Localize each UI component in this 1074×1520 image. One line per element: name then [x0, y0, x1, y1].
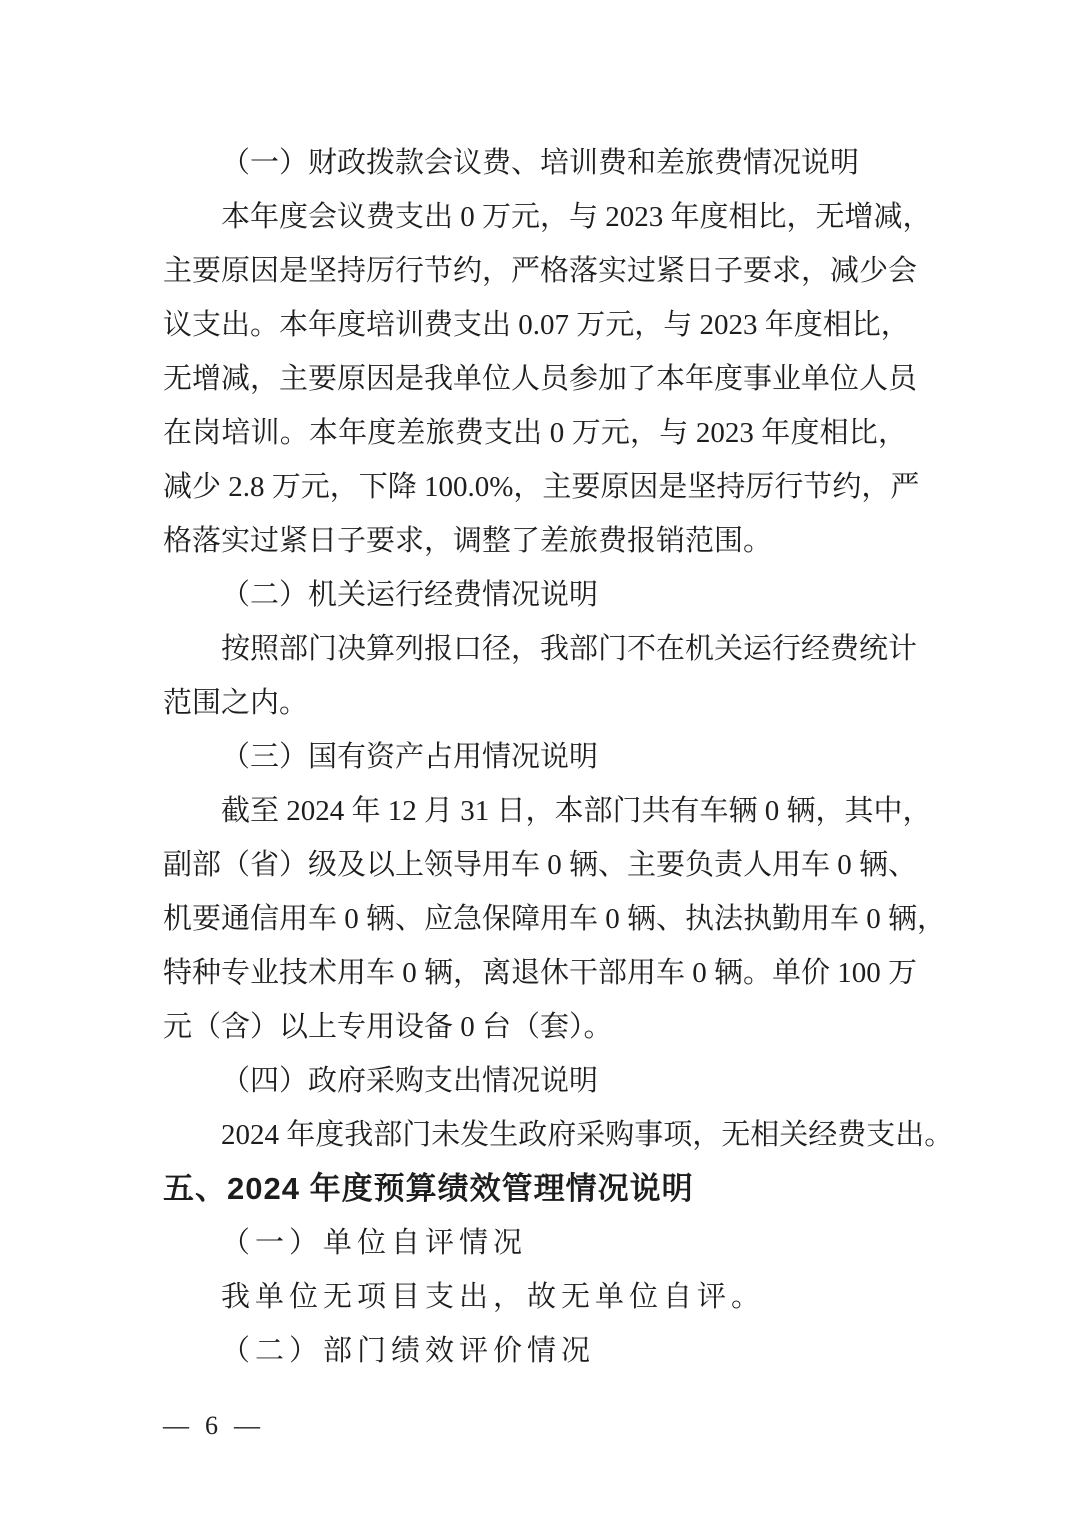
body-line: 主要原因是坚持厉行节约，严格落实过紧日子要求，减少会 [163, 255, 918, 287]
body-line: 我单位无项目支出，故无单位自评。 [221, 1281, 766, 1313]
body-line: 格落实过紧日子要求，调整了差旅费报销范围。 [163, 525, 773, 557]
body-line: 议支出。本年度培训费支出 0.07 万元，与 2023 年度相比， [163, 309, 910, 341]
section-heading: （二）机关运行经费情况说明 [221, 579, 599, 611]
page-number: 6 [205, 1411, 218, 1440]
body-line: 在岗培训。本年度差旅费支出 0 万元，与 2023 年度相比， [163, 417, 907, 449]
body-line: 范围之内。 [163, 687, 309, 719]
body-line: 本年度会议费支出 0 万元，与 2023 年度相比，无增减， [221, 201, 932, 233]
body-line: 元（含）以上专用设备 0 台（套）。 [163, 1011, 613, 1043]
footer-right-dash: — [234, 1411, 260, 1440]
footer-left-dash: — [163, 1411, 189, 1440]
chapter-heading: 五、2024 年度预算绩效管理情况说明 [163, 1171, 694, 1206]
section-heading: （一）单位自评情况 [221, 1227, 528, 1259]
page-footer [163, 1402, 260, 1450]
body-line: 无增减，主要原因是我单位人员参加了本年度事业单位人员 [163, 363, 918, 395]
section-heading: （二）部门绩效评价情况 [221, 1335, 596, 1367]
body-line: 副部（省）级及以上领导用车 0 辆、主要负责人用车 0 辆、 [163, 849, 918, 881]
body-line: 机要通信用车 0 辆、应急保障用车 0 辆、执法执勤用车 0 辆， [163, 903, 947, 935]
body-line: 2024 年度我部门未发生政府采购事项，无相关经费支出。 [221, 1119, 954, 1151]
body-line: 减少 2.8 万元，下降 100.0%，主要原因是坚持厉行节约，严 [163, 471, 920, 503]
section-heading: （一）财政拨款会议费、培训费和差旅费情况说明 [221, 147, 860, 179]
body-line: 按照部门决算列报口径，我部门不在机关运行经费统计 [221, 633, 918, 665]
body-line: 截至 2024 年 12 月 31 日，本部门共有车辆 0 辆，其中， [221, 795, 932, 827]
section-heading: （四）政府采购支出情况说明 [221, 1065, 599, 1097]
document-body [163, 136, 954, 1378]
section-heading: （三）国有资产占用情况说明 [221, 741, 599, 773]
body-line: 特种专业技术用车 0 辆，离退休干部用车 0 辆。单价 100 万 [163, 957, 918, 989]
